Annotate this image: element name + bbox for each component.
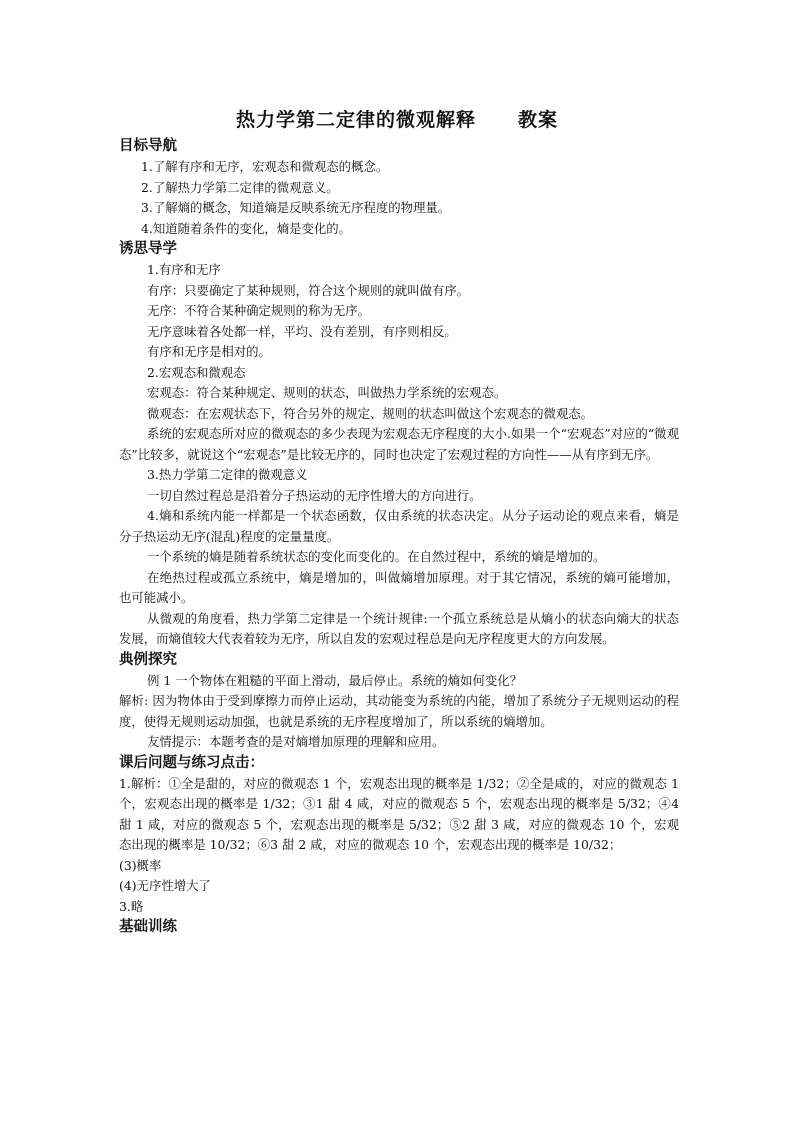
heading-objectives: 目标导航 — [119, 138, 177, 154]
example-tip: 友情提示：本题考查的是对熵增加原理的理解和应用。 — [147, 734, 445, 749]
example-question: 例 1 一个物体在粗糙的平面上滑动，最后停止。系统的熵如何变化？ — [147, 672, 523, 688]
guide-subheading: 2.宏观态和微观态 — [147, 364, 246, 380]
guide-paragraph: 系统的宏观态所对应的微观态的多少表现为宏观态无序程度的大小.如果一个“宏观态”对应的“微观态”比较多，就说这个“宏观态”是比较无序的，同时也决定了宏观过程的方向性——从有序到无序。 — [119, 426, 679, 462]
guide-subheading: 1.有序和无序 — [147, 262, 221, 277]
heading-example: 典例探究 — [119, 651, 177, 668]
guide-subheading: 3.热力学第二定律的微观意义 — [147, 467, 308, 482]
guide-paragraph: 在绝热过程或孤立系统中，熵是增加的，叫做熵增加原理。对于其它情况，系统的熵可能增加，也可能减小。 — [119, 569, 679, 605]
objective-item: 2.了解热力学第二定律的微观意义。 — [141, 179, 339, 195]
page-title — [0, 105, 794, 132]
guide-paragraph: 有序：只要确定了某种规则，符合这个规则的就叫做有序。 — [147, 282, 470, 298]
objective-item: 3.了解熵的概念，知道熵是反映系统无序程度的物理量。 — [141, 200, 451, 215]
guide-paragraph: 无序：不符合某种确定规则的称为无序。 — [147, 303, 371, 318]
objective-item: 4.知道随着条件的变化，熵是变化的。 — [141, 220, 352, 236]
exercise-answer: 1.解析：①全是甜的，对应的微观态 1 个，宏观态出现的概率是 1/32；②全是咸的，对应的微观态 1 个，宏观态出现的概率是 1/32；③1 甜 4 咸，对应的微观态 5 个，宏观态出现的概率是 5/32；④4 甜 1 咸，对应的微观态 5 个，宏观态出现的概率是 5/32；⑤2 甜 3 咸，对应的微观态 10 个，宏观态出现的概率是 10/32；⑥3 甜 2 咸，对应的微观态 10 个，宏观态出现的概率是 10/32； — [119, 775, 679, 852]
guide-paragraph: 微观态：在宏观状态下，符合另外的规定、规则的状态叫做这个宏观态的微观态。 — [147, 405, 594, 421]
heading-exercises: 课后问题与练习点击： — [119, 754, 264, 771]
guide-paragraph: 无序意味着各处都一样，平均、没有差别，有序则相反。 — [147, 323, 457, 339]
title-main: 热力学第二定律的微观解释 — [235, 109, 476, 131]
guide-paragraph: 一切自然过程总是沿着分子热运动的无序性增大的方向进行。 — [147, 487, 482, 503]
exercise-answer: (3)概率 — [119, 857, 162, 873]
objective-item: 1.了解有序和无序，宏观态和微观态的概念。 — [141, 159, 389, 174]
guide-paragraph: 4.熵和系统内能一样都是一个状态函数，仅由系统的状态决定。从分子运动论的观点来看，熵是分子热运动无序(混乱)程度的定量量度。 — [119, 508, 679, 544]
guide-paragraph: 从微观的角度看，热力学第二定律是一个统计规律:一个孤立系统总是从熵小的状态向熵大的状态发展，而熵值较大代表着较为无序，所以自发的宏观过程总是向无序程度更大的方向发展。 — [119, 610, 679, 646]
example-analysis: 解析: 因为物体由于受到摩擦力而停止运动，其动能变为系统的内能，增加了系统分子无规则运动的程度，使得无规则运动加强，也就是系统的无序程度增加了，所以系统的熵增加。 — [119, 693, 679, 729]
guide-paragraph: 一个系统的熵是随着系统状态的变化而变化的。在自然过程中，系统的熵是增加的。 — [147, 549, 606, 564]
guide-paragraph: 宏观态：符合某种规定、规则的状态，叫做热力学系统的宏观态。 — [147, 385, 507, 400]
heading-guide: 诱思导学 — [119, 241, 177, 257]
exercise-answer: (4)无序性增大了 — [119, 878, 211, 893]
guide-paragraph: 有序和无序是相对的。 — [147, 344, 271, 359]
heading-basic-training: 基础训练 — [119, 919, 177, 935]
exercise-answer: 3.略 — [119, 898, 144, 914]
document-body — [119, 136, 679, 938]
title-suffix: 教案 — [518, 109, 559, 131]
